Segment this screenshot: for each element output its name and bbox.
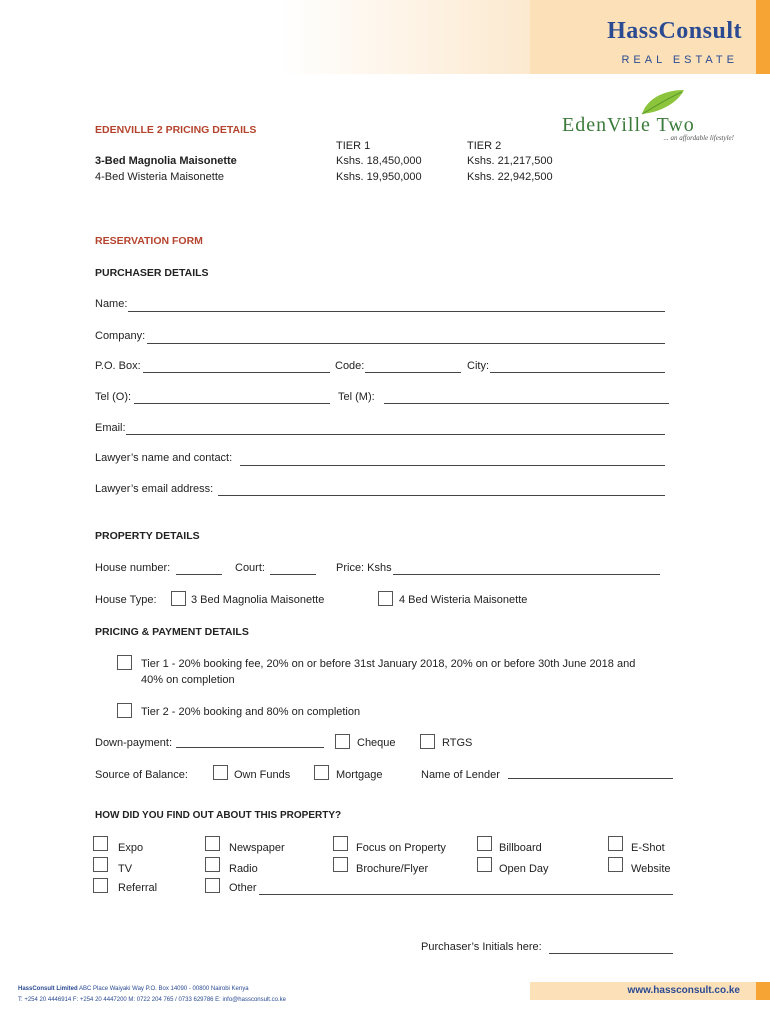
tier1-terms-line1: Tier 1 - 20% booking fee, 20% on or before 31st January 2018, 20% on or before 30th June 2018 and (141, 658, 636, 670)
website-checkbox[interactable] (608, 857, 623, 872)
tel-mobile-label: Tel (M): (338, 391, 375, 403)
tier1-terms-line2: 40% on completion (141, 674, 235, 686)
mortgage-checkbox[interactable] (314, 765, 329, 780)
source-of-balance-label: Source of Balance: (95, 769, 188, 781)
footer-contacts: T: +254 20 4446914 F: +254 20 4447200 M: 0722 204 765 / 0733 629786 E: info@hassconsult.co.ke (18, 997, 286, 1003)
company-field[interactable] (147, 343, 665, 344)
magnolia-checkbox[interactable] (171, 591, 186, 606)
tel-office-label: Tel (O): (95, 391, 132, 403)
tier2-terms: Tier 2 - 20% booking and 80% on completion (141, 706, 361, 718)
tier2-header: TIER 2 (467, 140, 502, 152)
price-row-tier1: Kshs. 18,450,000 (336, 155, 422, 167)
focus-on-property-checkbox[interactable] (333, 836, 348, 851)
code-field[interactable] (365, 372, 461, 373)
court-label: Court: (235, 562, 265, 574)
cheque-checkbox[interactable] (335, 734, 350, 749)
radio-checkbox[interactable] (205, 857, 220, 872)
lender-label: Name of Lender (421, 769, 500, 781)
price-row-tier2: Kshs. 21,217,500 (467, 155, 553, 167)
name-label: Name: (95, 298, 128, 310)
wisteria-option-label: 4 Bed Wisteria Maisonette (399, 594, 528, 606)
newspaper-label: Newspaper (229, 842, 285, 854)
other-checkbox[interactable] (205, 878, 220, 893)
price-row-tier1: Kshs. 19,950,000 (336, 171, 422, 183)
eshot-label: E-Shot (631, 842, 665, 854)
property-heading: PROPERTY DETAILS (95, 530, 200, 542)
radio-label: Radio (229, 863, 258, 875)
lawyer-email-label: Lawyer’s email address: (95, 483, 214, 495)
house-number-label: House number: (95, 562, 171, 574)
footer-url-box (530, 982, 756, 1000)
other-label: Other (229, 882, 257, 894)
brand-logo (530, 0, 756, 74)
company-label: Company: (95, 330, 146, 342)
survey-heading: HOW DID YOU FIND OUT ABOUT THIS PROPERTY? (95, 810, 342, 821)
billboard-label: Billboard (499, 842, 542, 854)
tier1-checkbox[interactable] (117, 655, 132, 670)
court-field[interactable] (270, 574, 316, 575)
house-type-label: House Type: (95, 594, 157, 606)
lawyer-email-field[interactable] (218, 495, 665, 496)
code-label: Code: (335, 360, 365, 372)
other-field[interactable] (259, 894, 673, 895)
price-row-tier2: Kshs. 22,942,500 (467, 171, 553, 183)
house-number-field[interactable] (176, 574, 222, 575)
brochure-label: Brochure/Flyer (356, 863, 429, 875)
expo-label: Expo (118, 842, 144, 854)
brochure-checkbox[interactable] (333, 857, 348, 872)
down-payment-label: Down-payment: (95, 737, 173, 749)
project-logo-tagline: ... an affordable lifestyle! (663, 134, 734, 142)
brand-tagline: REAL ESTATE (621, 54, 738, 66)
pricing-title: EDENVILLE 2 PRICING DETAILS (95, 124, 257, 136)
own-funds-checkbox[interactable] (213, 765, 228, 780)
footer-accent-bar (756, 982, 770, 1000)
pobox-label: P.O. Box: (95, 360, 141, 372)
open-day-label: Open Day (499, 863, 549, 875)
focus-on-property-label: Focus on Property (356, 842, 446, 854)
project-logo-text: EdenVille Two (562, 114, 695, 136)
tv-label: TV (118, 863, 133, 875)
footer-company: HassConsult Limited (18, 986, 78, 992)
referral-checkbox[interactable] (93, 878, 108, 893)
lender-field[interactable] (508, 778, 673, 779)
name-field[interactable] (128, 311, 665, 312)
rtgs-checkbox[interactable] (420, 734, 435, 749)
initials-field[interactable] (549, 953, 673, 954)
wisteria-checkbox[interactable] (378, 591, 393, 606)
tier1-header: TIER 1 (336, 140, 371, 152)
magnolia-option-label: 3 Bed Magnolia Maisonette (191, 594, 325, 606)
cheque-label: Cheque (357, 737, 396, 749)
brand-name: HassConsult (607, 18, 742, 44)
lawyer-contact-field[interactable] (240, 465, 665, 466)
billboard-checkbox[interactable] (477, 836, 492, 851)
open-day-checkbox[interactable] (477, 857, 492, 872)
footer-contact (18, 984, 286, 1006)
rtgs-label: RTGS (442, 737, 473, 749)
city-label: City: (467, 360, 489, 372)
price-field[interactable] (393, 574, 660, 575)
own-funds-label: Own Funds (234, 769, 291, 781)
project-logo (562, 88, 742, 146)
payment-heading: PRICING & PAYMENT DETAILS (95, 626, 249, 638)
eshot-checkbox[interactable] (608, 836, 623, 851)
tv-checkbox[interactable] (93, 857, 108, 872)
down-payment-field[interactable] (176, 747, 324, 748)
mortgage-label: Mortgage (336, 769, 383, 781)
city-field[interactable] (490, 372, 665, 373)
lawyer-contact-label: Lawyer’s name and contact: (95, 452, 233, 464)
referral-label: Referral (118, 882, 158, 894)
header-accent-bar (756, 0, 770, 74)
reservation-title: RESERVATION FORM (95, 235, 203, 247)
tel-office-field[interactable] (134, 403, 330, 404)
price-row-name: 4-Bed Wisteria Maisonette (95, 171, 224, 183)
email-label: Email: (95, 422, 126, 434)
expo-checkbox[interactable] (93, 836, 108, 851)
tel-mobile-field[interactable] (384, 403, 669, 404)
footer-website-link[interactable]: www.hassconsult.co.ke (627, 985, 740, 996)
price-row-name: 3-Bed Magnolia Maisonette (95, 155, 237, 167)
website-label: Website (631, 863, 671, 875)
tier2-checkbox[interactable] (117, 703, 132, 718)
pobox-field[interactable] (143, 372, 330, 373)
purchaser-heading: PURCHASER DETAILS (95, 267, 209, 279)
footer-address: ABC Place Waiyaki Way P.O. Box 14090 - 00800 Nairobi Kenya (79, 986, 249, 992)
email-field[interactable] (126, 434, 665, 435)
newspaper-checkbox[interactable] (205, 836, 220, 851)
price-label: Price: Kshs (336, 562, 392, 574)
initials-label: Purchaser’s Initials here: (421, 941, 542, 953)
